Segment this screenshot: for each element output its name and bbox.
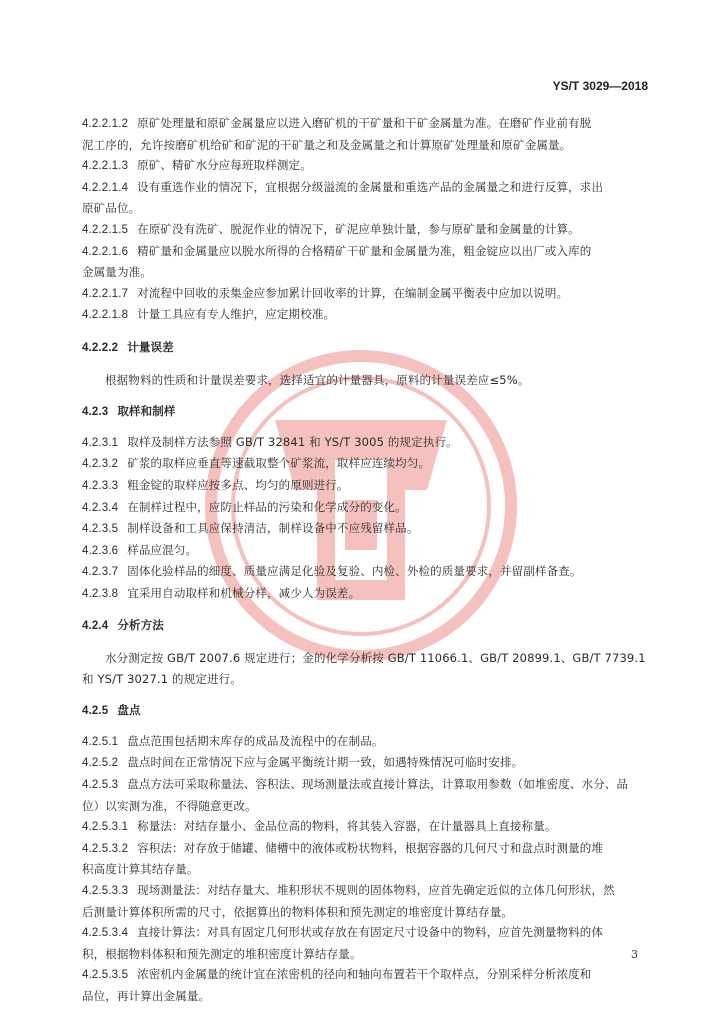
clause-4-2-5-3-3: 4.2.5.3.3 现场测量法：对结存量大、堆积形状不规则的固体物料，应首先确定近似的立体几何形状，然	[82, 883, 615, 897]
clause-4-2-2-1-4: 4.2.2.1.4 设有重选作业的情况下，宜根据分级溢流的金属量和重选产品的金属量之和进行反算，求出	[82, 179, 604, 194]
standard-code-header: YS/T 3029—2018	[552, 79, 648, 93]
clause-4-2-2-1-6: 4.2.2.1.6 精矿量和金属量应以脱水所得的合格精矿干矿量和金属量为准，粗金锭应以出厂或入库的	[82, 243, 592, 258]
clause-continuation: 积高度计算其结存量。	[82, 862, 199, 877]
section-body-continuation: 和 YS/T 3027.1 的规定进行。	[82, 671, 242, 686]
section-heading-4-2-5: 4.2.5 盘点	[82, 703, 141, 718]
clause-continuation: 后测量计算体积所需的尺寸，依据算出的物料体积和预先测定的堆密度计算结存量。	[82, 904, 514, 919]
clause-4-2-5-3: 4.2.5.3 盘点方法可采取称量法、容积法、现场测量法或直接计算法，计算取用参数（如堆密度、水分、品	[82, 777, 629, 792]
clause-continuation: 品位，再计算出金属量。	[82, 988, 211, 1003]
clause-4-2-5-3-5: 4.2.5.3.5 浓密机内金属量的统计宜在浓密机的径向和轴向布置若干个取样点，分别采样分析浓度和	[82, 967, 592, 982]
clause-4-2-2-1-2: 4.2.2.1.2 原矿处理量和原矿金属量应以进入磨矿机的干矿量和干矿金属量为准。在磨矿作业前有脱	[82, 116, 592, 130]
page-number: 3	[631, 948, 638, 961]
clause-4-2-3-5: 4.2.3.5 制样设备和工具应保持清洁，制样设备中不应残留样品。	[82, 521, 419, 536]
clause-4-2-3-7: 4.2.3.7 固体化验样品的细度、质量应满足化验及复验、内检、外检的质量要求，并留副样备查。	[82, 564, 582, 579]
clause-continuation: 泥工序的，允许按磨矿机给矿和矿泥的干矿量之和及金属量之和计算原矿处理量和原矿金属量。	[82, 137, 572, 152]
clause-4-2-2-1-5: 4.2.2.1.5 在原矿没有洗矿、脱泥作业的情况下，矿泥应单独计量，参与原矿量和金属量的计算。	[82, 221, 580, 236]
clause-continuation: 积，根据物料体积和预先测定的堆积密度计算结存量。	[82, 946, 362, 961]
clause-continuation: 原矿品位。	[82, 201, 141, 216]
clause-continuation: 位）以实测为准，不得随意更改。	[82, 798, 257, 813]
clause-4-2-2-1-7: 4.2.2.1.7 对流程中回收的汞集金应参加累计回收率的计算，在编制金属平衡表中应加以说明。	[82, 285, 569, 300]
clause-4-2-3-2: 4.2.3.2 矿浆的取样应垂直等速截取整个矿浆流，取样应连续均匀。	[82, 456, 431, 471]
document-body	[82, 113, 650, 1007]
clause-4-2-3-8: 4.2.3.8 宜采用自动取样和机械分样，减少人为误差。	[82, 585, 361, 600]
clause-4-2-2-1-8: 4.2.2.1.8 计量工具应有专人维护，应定期校准。	[82, 307, 336, 322]
clause-4-2-3-3: 4.2.3.3 粗金锭的取样应按多点、均匀的原则进行。	[82, 477, 349, 492]
clause-4-2-5-3-1: 4.2.5.3.1 称量法：对结存量小、金品位高的物料，将其装入容器，在计量器具上直接称量。	[82, 819, 557, 834]
clause-4-2-5-3-4: 4.2.5.3.4 直接计算法：对具有固定几何形状或存放在有固定尺寸设备中的物料，应首先测量物料的体	[82, 925, 604, 940]
section-heading-4-2-4: 4.2.4 分析方法	[82, 618, 164, 633]
section-body-4-2-2-2: 根据物料的性质和计量误差要求，选择适宜的计量器具，原料的计量误差应≤5%。	[105, 372, 530, 387]
clause-4-2-3-6: 4.2.3.6 样品应混匀。	[82, 542, 198, 557]
clause-4-2-5-1: 4.2.5.1 盘点范围包括期末库存的成品及流程中的在制品。	[82, 733, 384, 748]
clause-4-2-3-4: 4.2.3.4 在制样过程中，应防止样品的污染和化学成分的变化。	[82, 499, 407, 514]
clause-4-2-5-2: 4.2.5.2 盘点时间在正常情况下应与金属平衡统计期一致，如遇特殊情况可临时安排。	[82, 755, 524, 770]
section-heading-4-2-2-2: 4.2.2.2 计量误差	[82, 339, 174, 354]
clause-4-2-2-1-3: 4.2.2.1.3 原矿、精矿水分应每班取样测定。	[82, 158, 312, 173]
clause-4-2-3-1: 4.2.3.1 取样及制样方法参照 GB/T 32841 和 YS/T 3005 的规定执行。	[82, 434, 458, 449]
clause-4-2-5-3-2: 4.2.5.3.2 容积法：对存放于储罐、储槽中的液体或粉状物料，根据容器的几何尺寸和盘点时测量的堆	[82, 840, 604, 855]
clause-continuation: 金属量为准。	[82, 265, 152, 280]
section-heading-4-2-3: 4.2.3 取样和制样	[82, 404, 176, 419]
section-body-4-2-4: 水分测定按 GB/T 2007.6 规定进行；金的化学分析按 GB/T 11066.1、GB/T 20899.1、GB/T 7739.1	[105, 651, 646, 666]
